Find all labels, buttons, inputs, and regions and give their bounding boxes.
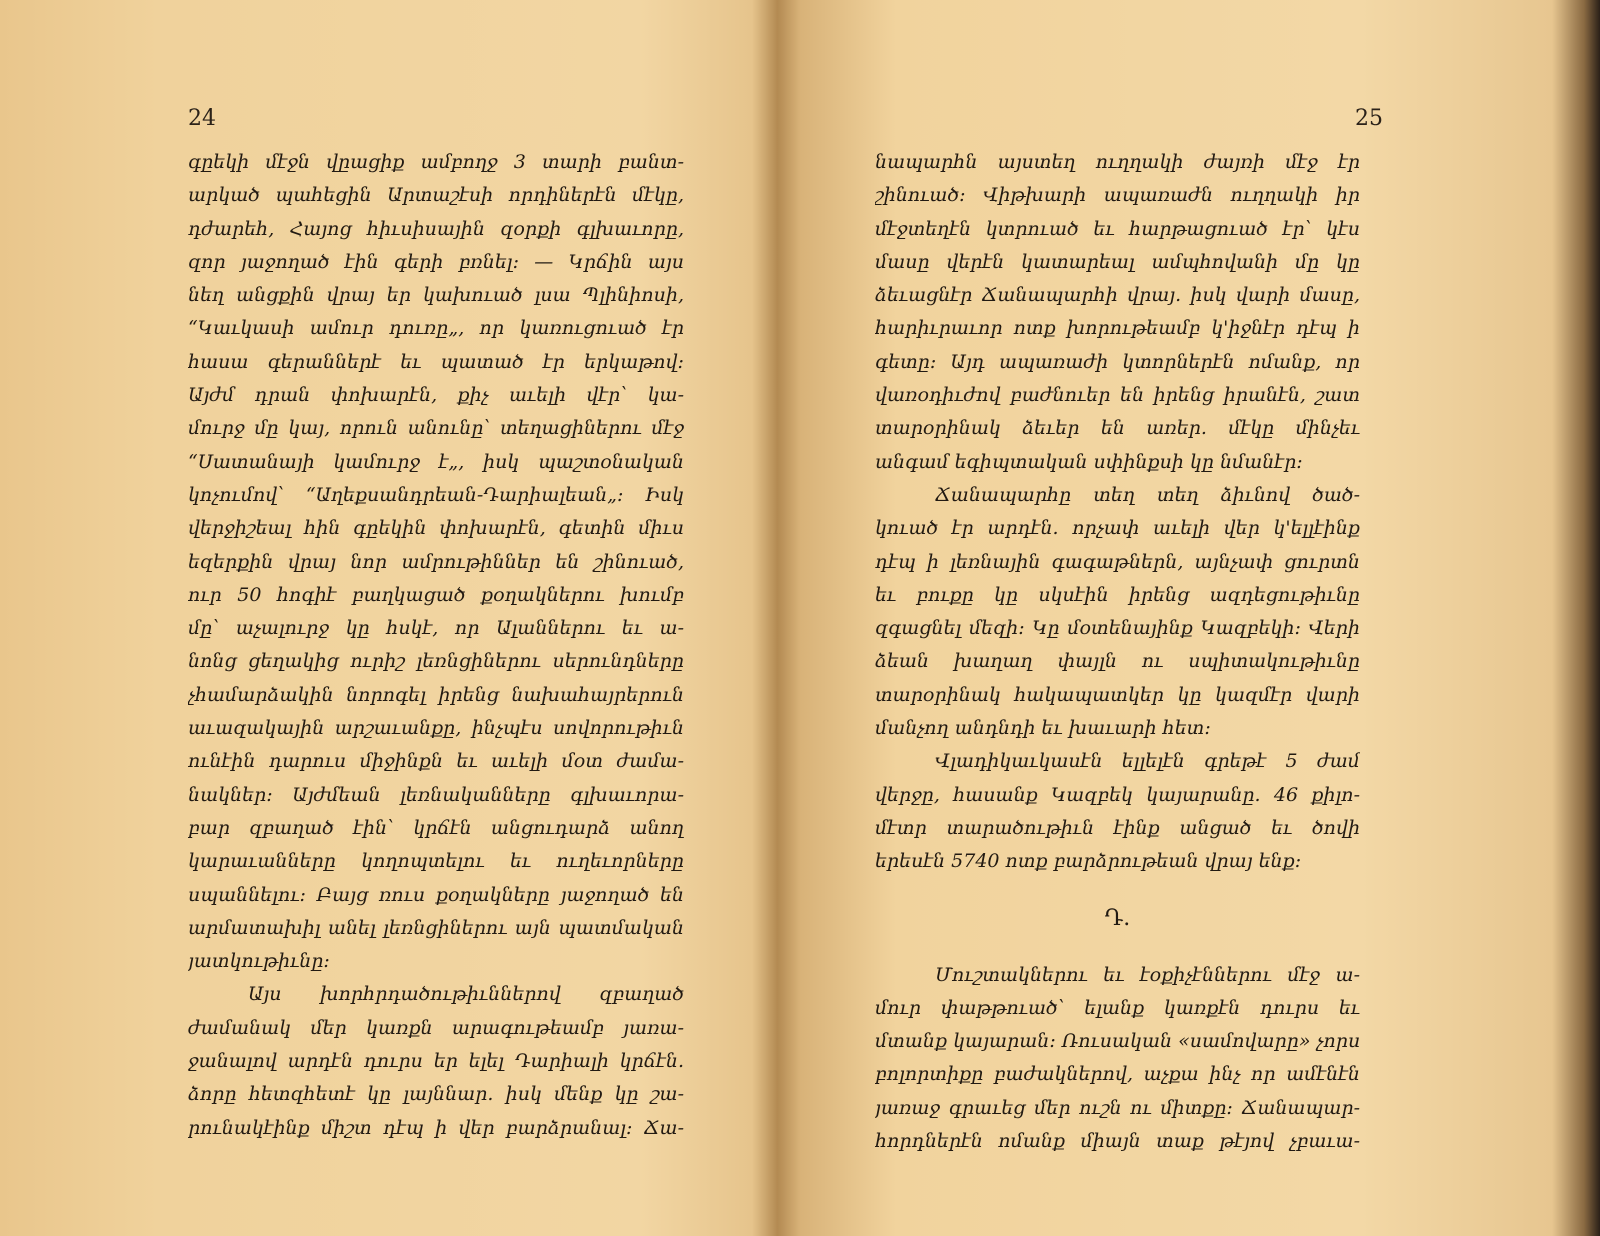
text-line: վերջը, հասանք Կազբեկ կայարանը. 46 քիլո- <box>875 783 1360 806</box>
text-line: ձեան խաղաղ փայլն ու սպիտակութիւնը <box>875 650 1360 673</box>
text-line: տարօրինակ ձեւեր են առեր. մէկը մինչեւ <box>875 417 1360 440</box>
page-text <box>875 146 1360 1158</box>
text-line: Վլադիկաւկասէն ելլելէն գրեթէ 5 ժամ <box>935 750 1360 773</box>
text-line: մէջտեղէն կտրուած եւ հարթացուած էր՝ կէս <box>875 217 1360 240</box>
text-line: մէտր տարածութիւն էինք անցած եւ ծովի <box>875 816 1360 839</box>
text-line: զգացնել մեզի։ Կը մօտենայինք Կազբեկի։ Վերի <box>875 617 1360 640</box>
text-line: ուր 50 հոգիէ բաղկացած քօղակներու խումբ <box>188 583 684 606</box>
text-line: գըեկի մէջն վըացիք ամբողջ 3 տարի բանտ- <box>188 151 684 173</box>
text-line: զոր յաջողած էին գերի բռնել։ — Կրճին այս <box>188 250 684 273</box>
text-line: աւազակային արշաւանքը, ինչպէս սովորութիւն <box>188 717 684 740</box>
page-number: 25 <box>1355 106 1383 131</box>
left-page <box>0 0 785 1236</box>
text-line: “Կաւկասի ամուր դուռը„, որ կառուցուած էր <box>188 317 684 340</box>
text-line: Մուշտակներու եւ էօքիչէններու մէջ ա- <box>935 963 1360 986</box>
text-line: մտանք կայարան։ Ռուսական «սամովարը» չորս <box>875 1030 1360 1053</box>
text-line: մանչող անդնդի եւ խաւարի հետ։ <box>875 717 1211 740</box>
text-line: բոլորտիքը բաժակներով, աչքա ինչ որ ամէնէն <box>875 1063 1360 1086</box>
text-line: Ճանապարհը տեղ տեղ ձիւնով ծած- <box>935 483 1360 506</box>
text-line: արմատախիլ անել լեռնցիներու այն պատմական <box>188 916 684 939</box>
text-line: չհամարձակին նորոգել իրենց նախահայրերուն <box>188 683 684 706</box>
text-line: րունակէինք միշտ դէպ ի վեր բարձրանալ։ Ճա- <box>188 1116 684 1139</box>
text-line: մուր փաթթուած՝ ելանք կառքէն դուրս եւ <box>875 996 1360 1019</box>
text-line: սպաննելու։ Բայց ռուս քօղակները յաջողած են <box>188 883 684 906</box>
text-line: նակներ։ Այժմեան լեռնականները գլխաւորա- <box>188 783 684 806</box>
text-line: հորդներէն ոմանք միայն տաք թէյով չբաւա- <box>875 1130 1360 1153</box>
text-line: յատկութիւնը։ <box>188 950 330 973</box>
text-line: անգամ եգիպտական սփինքսի կը նմանէր։ <box>875 450 1303 473</box>
page-text <box>188 146 684 1145</box>
text-line: մուրջ մը կայ, որուն անունը՝ տեղացիներու մէջ <box>188 417 684 440</box>
text-line: նեղ անցքին վրայ եր կախուած լսա Պլինիոսի, <box>188 284 684 307</box>
text-line: ձորը հետզհետէ կը լայննար. իսկ մենք կը շա- <box>188 1083 684 1106</box>
text-line: նապարհն այստեղ ուղղակի ժայռի մէջ էր <box>875 151 1360 173</box>
text-line: դժարեհ, Հայոց հիւսիսային զօրքի գլխաւորը, <box>188 217 684 240</box>
text-line: ջանալով արդէն դուրս եր ելել Դարիալի կրճէն. <box>188 1050 684 1073</box>
text-line: վառօդիւժով բաժնուեր են իրենց իրանէն, շատ <box>875 384 1360 407</box>
text-line: գետը։ Այդ ապառաժի կտորներէն ոմանք, որ <box>875 350 1360 373</box>
text-line: Այս խորհրդածութիւններով զբաղած <box>248 983 684 1006</box>
text-line: նոնց ցեղակից ուրիշ լեռնցիներու սերունդները <box>188 650 684 673</box>
text-line: կուած էր արդէն. որչափ աւելի վեր կ'ելլէինք <box>875 517 1360 540</box>
text-line: կարաւանները կողոպտելու եւ ուղեւորները <box>188 850 684 873</box>
section-heading: Դ. <box>1104 905 1131 931</box>
text-line: տարօրինակ հակապատկեր կը կազմէր վարի <box>875 683 1360 706</box>
text-line: երեսէն 5740 ոտք բարձրութեան վրայ ենք։ <box>875 850 1302 873</box>
text-line: ունէին դարուս միջինքն եւ աւելի մօտ ժամա- <box>188 750 684 773</box>
text-line: արկած պահեցին Արտաշէսի որդիներէն մէկը, <box>188 184 684 207</box>
text-line: եզերքին վրայ նոր ամրութիններ են շինուած, <box>188 550 684 573</box>
text-line: ժամանակ մեր կառքն արագութեամբ յառա- <box>188 1016 684 1039</box>
text-line: եւ բուքը կը սկսէին իրենց ազդեցութիւնը <box>875 583 1360 606</box>
text-line: հասա գերաններէ եւ պատած էր երկաթով։ <box>188 350 684 373</box>
text-line: բար զբաղած էին՝ կրճէն անցուդարձ անող <box>188 816 684 839</box>
text-line: մը՝ աչալուրջ կը հսկէ, որ Ալաններու եւ ա- <box>188 617 684 640</box>
text-line: շինուած։ Վիթխարի ապառաժն ուղղակի իր <box>875 184 1360 207</box>
text-line: յառաջ գրաւեց մեր ուշն ու միտքը։ Ճանապար- <box>875 1096 1360 1119</box>
text-line: հարիւրաւոր ոտք խորութեամբ կ'իջնէր դէպ ի <box>875 317 1360 340</box>
text-line: կոչումով՝ “Աղեքսանդրեան-Դարիալեան„։ Իսկ <box>188 483 684 506</box>
text-line: վերջիշեալ հին գըեկին փոխարէն, գետին միւս <box>188 517 684 540</box>
page-number: 24 <box>188 106 216 131</box>
right-page <box>785 0 1600 1236</box>
text-line: մասը վերէն կատարեալ ամպհովանի մը կը <box>875 250 1360 273</box>
text-line: “Սատանայի կամուրջ է„, իսկ պաշտօնական <box>188 450 684 473</box>
text-line: Այժմ դրան փոխարէն, քիչ աւելի վէր՝ կա- <box>188 384 684 407</box>
text-line: ձեւացնէր Ճանապարհի վրայ. իսկ վարի մասը, <box>875 284 1360 307</box>
text-line: դէպ ի լեռնային գագաթներն, այնչափ ցուրտն <box>875 550 1360 573</box>
